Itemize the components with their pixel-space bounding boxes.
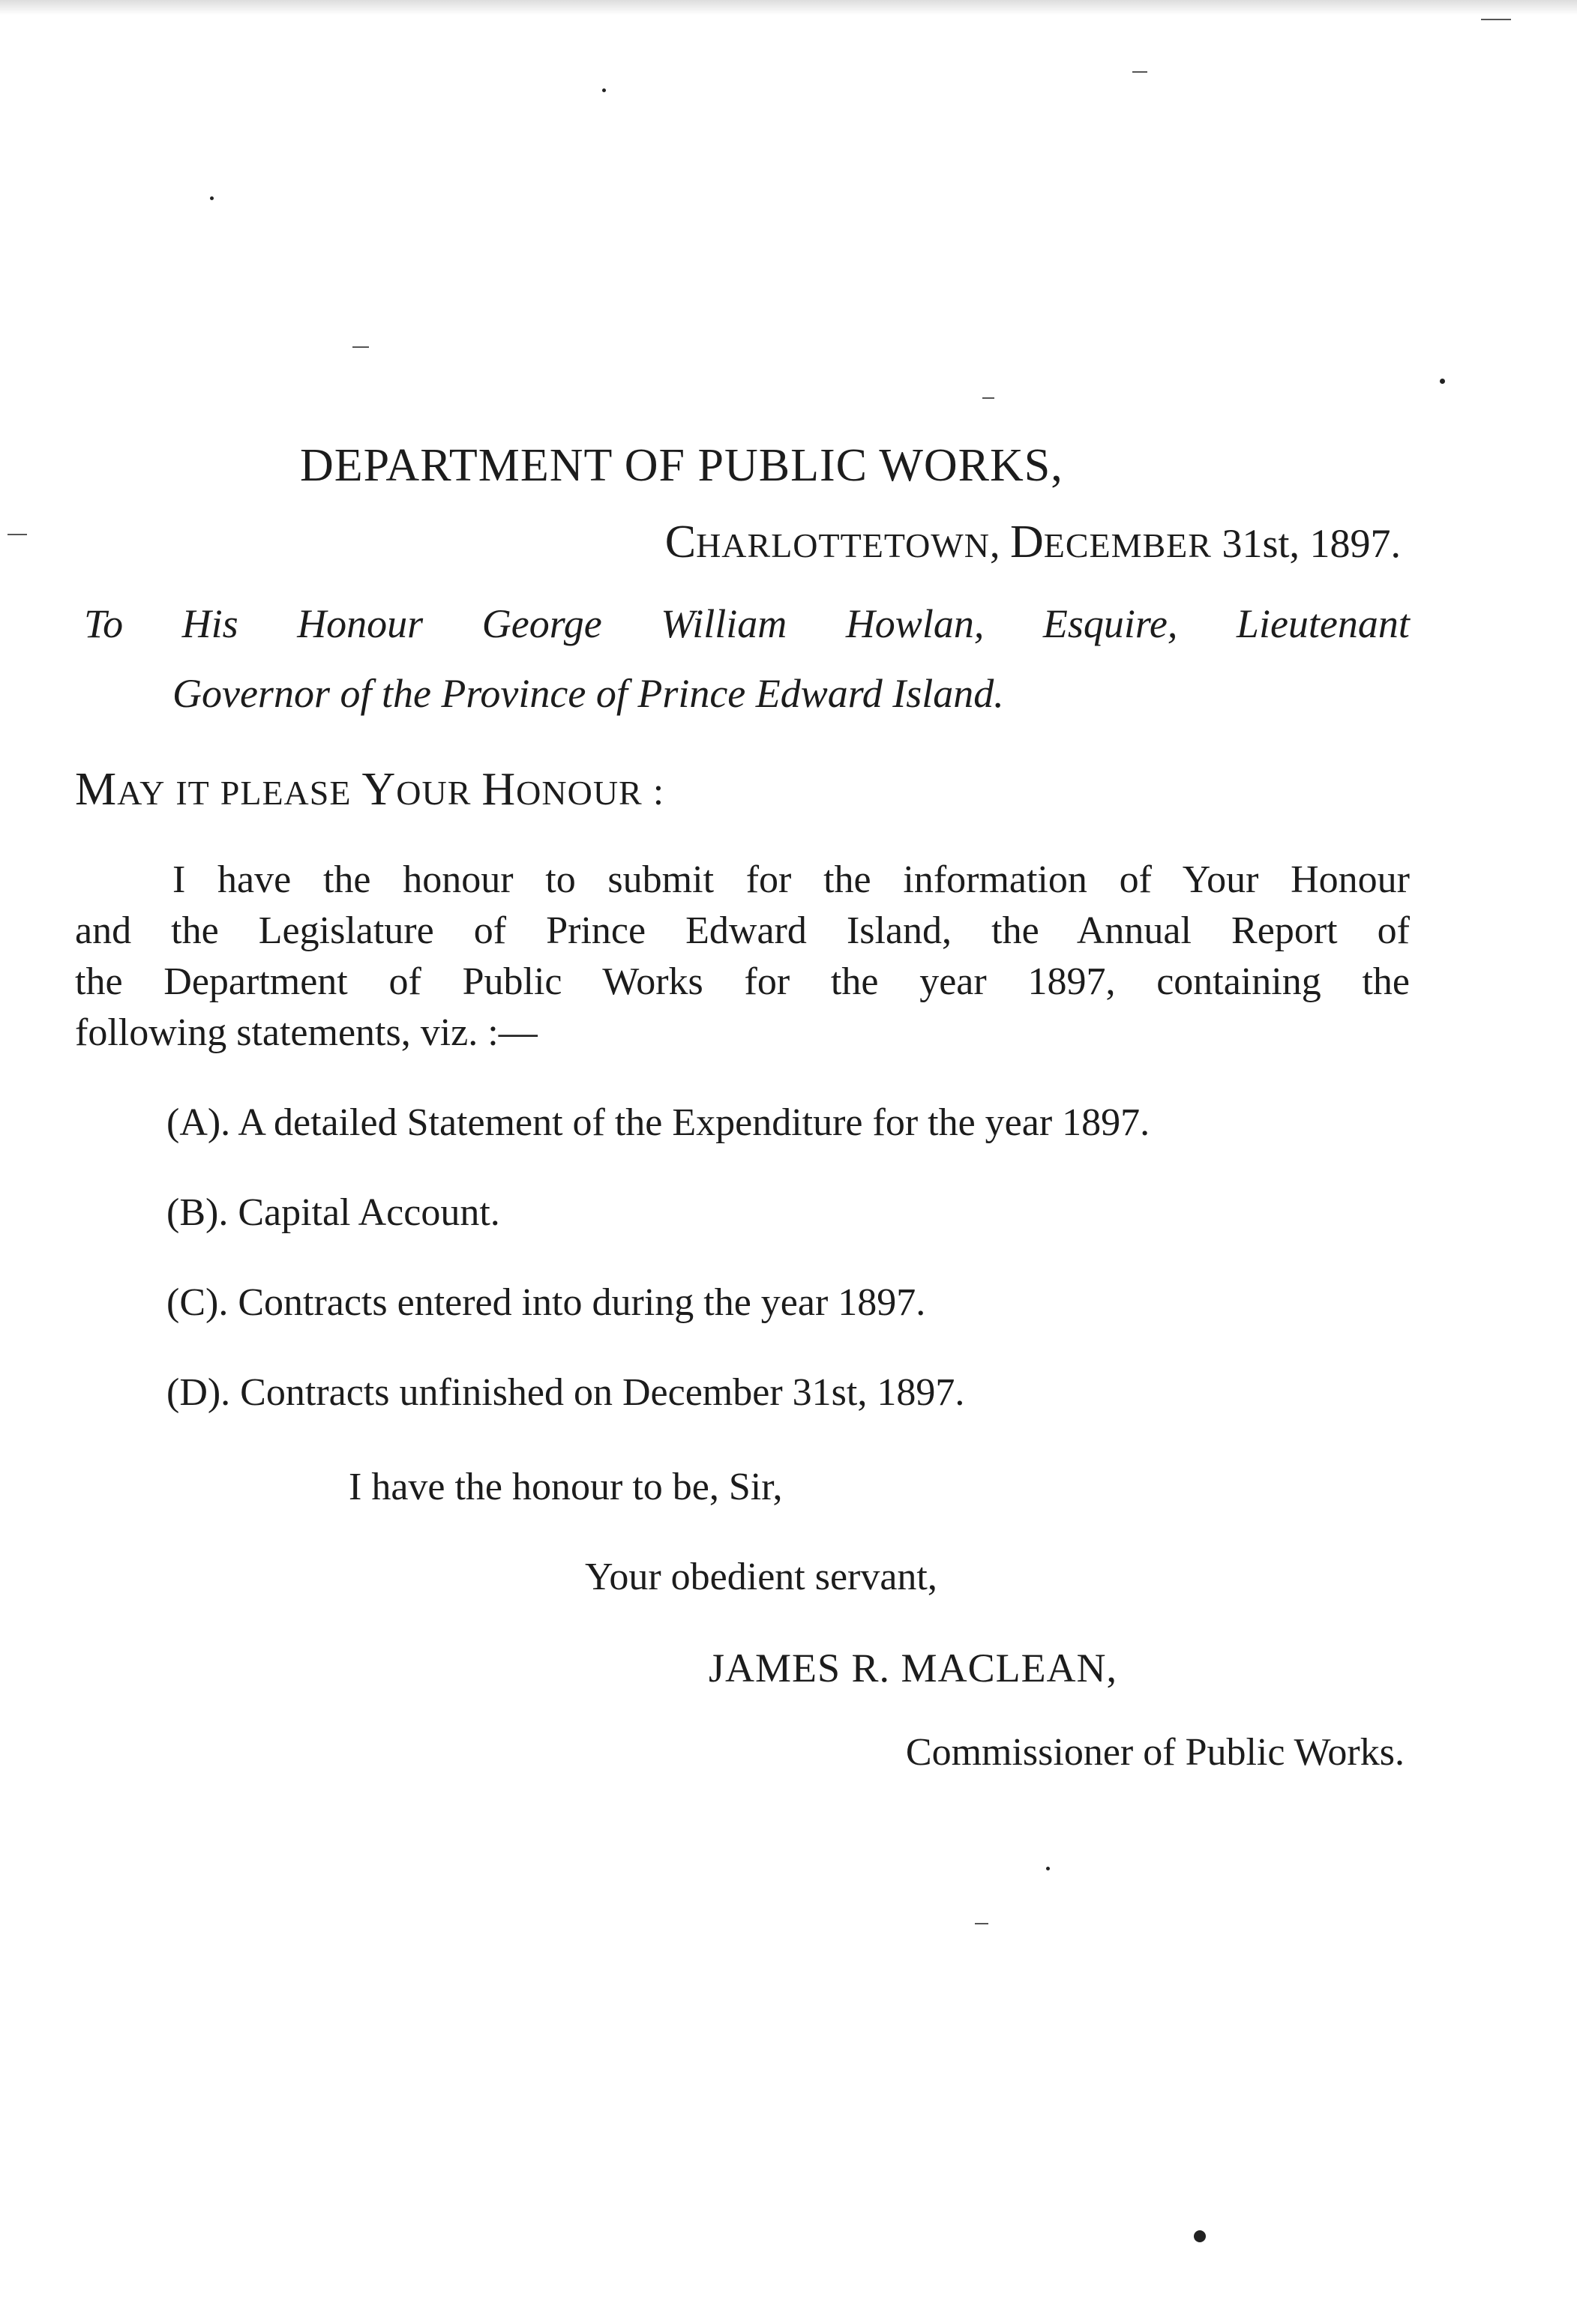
signature-name: JAMES R. MACLEAN, (709, 1646, 1118, 1691)
ink-speck (602, 88, 606, 92)
salutation-punctuation: : (642, 771, 665, 813)
dateline-month-rest: ECEMBER (1043, 526, 1212, 565)
salutation-part: ONOUR (516, 774, 643, 812)
salutation-initial: Y (361, 764, 397, 815)
document-heading: DEPARTMENT OF PUBLIC WORKS, (300, 440, 1063, 491)
ink-speck (1440, 379, 1445, 384)
ink-speck (1046, 1867, 1050, 1870)
signature-title: Commissioner of Public Works. (905, 1731, 1405, 1774)
scan-mark (982, 397, 994, 399)
salutation-part: OUR (396, 774, 472, 812)
closing-line-1: I have the honour to be, Sir, (349, 1466, 783, 1508)
addressee-word: To (84, 601, 124, 646)
body-line: the Department of Public Works for the year 1897, containing the (75, 960, 1410, 1003)
ink-speck (1194, 2230, 1206, 2242)
addressee-word: Howlan, (845, 601, 985, 646)
ink-speck (210, 196, 214, 200)
dateline-place-rest: HARLOTTETOWN (696, 526, 990, 565)
scan-mark (352, 346, 369, 348)
dateline-month-initial: D (1009, 517, 1044, 568)
body-line: following statements, viz. :— (75, 1011, 538, 1054)
addressee-word: Honour (297, 601, 424, 646)
addressee-word: Esquire, (1042, 601, 1178, 646)
body-line: and the Legislature of Prince Edward Island, the Annual Report of (75, 909, 1410, 952)
addressee-word: Lieutenant (1236, 601, 1410, 646)
addressee-word: George (481, 601, 602, 646)
addressee-word: His (181, 601, 238, 646)
addressee-line-1 (84, 603, 1410, 644)
scan-mark (975, 1923, 988, 1924)
scan-edge-noise (0, 0, 1577, 15)
salutation-initial: M (75, 764, 118, 815)
salutation-part: PLEASE (220, 774, 352, 812)
salutation-part: IT (175, 774, 210, 812)
statement-a: (A). A detailed Statement of the Expenditure for the year 1897. (166, 1101, 1150, 1144)
statement-b: (B). Capital Account. (166, 1191, 500, 1234)
dateline-date: 31st, 1897. (1222, 521, 1401, 566)
closing-line-2: Your obedient servant, (585, 1556, 937, 1598)
dateline-place-initial: C (664, 517, 697, 568)
statement-d: (D). Contracts unfinished on December 31st, 1897. (166, 1371, 965, 1414)
scan-mark (7, 534, 27, 535)
salutation (75, 766, 664, 813)
addressee-word: William (661, 601, 787, 646)
scan-mark (1132, 71, 1147, 73)
salutation-part: AY (117, 774, 166, 812)
body-line: I have the honour to submit for the information of Your Honour (172, 858, 1410, 901)
dateline: CHARLOTTETOWN, DECEMBER 31st, 1897. (664, 517, 1401, 568)
scan-mark (1481, 19, 1511, 20)
statement-c: (C). Contracts entered into during the year 1897. (166, 1281, 926, 1324)
salutation-initial: H (481, 764, 517, 815)
body-paragraph (75, 855, 1410, 1059)
addressee-line-2: Governor of the Province of Prince Edward Island. (172, 671, 1004, 716)
